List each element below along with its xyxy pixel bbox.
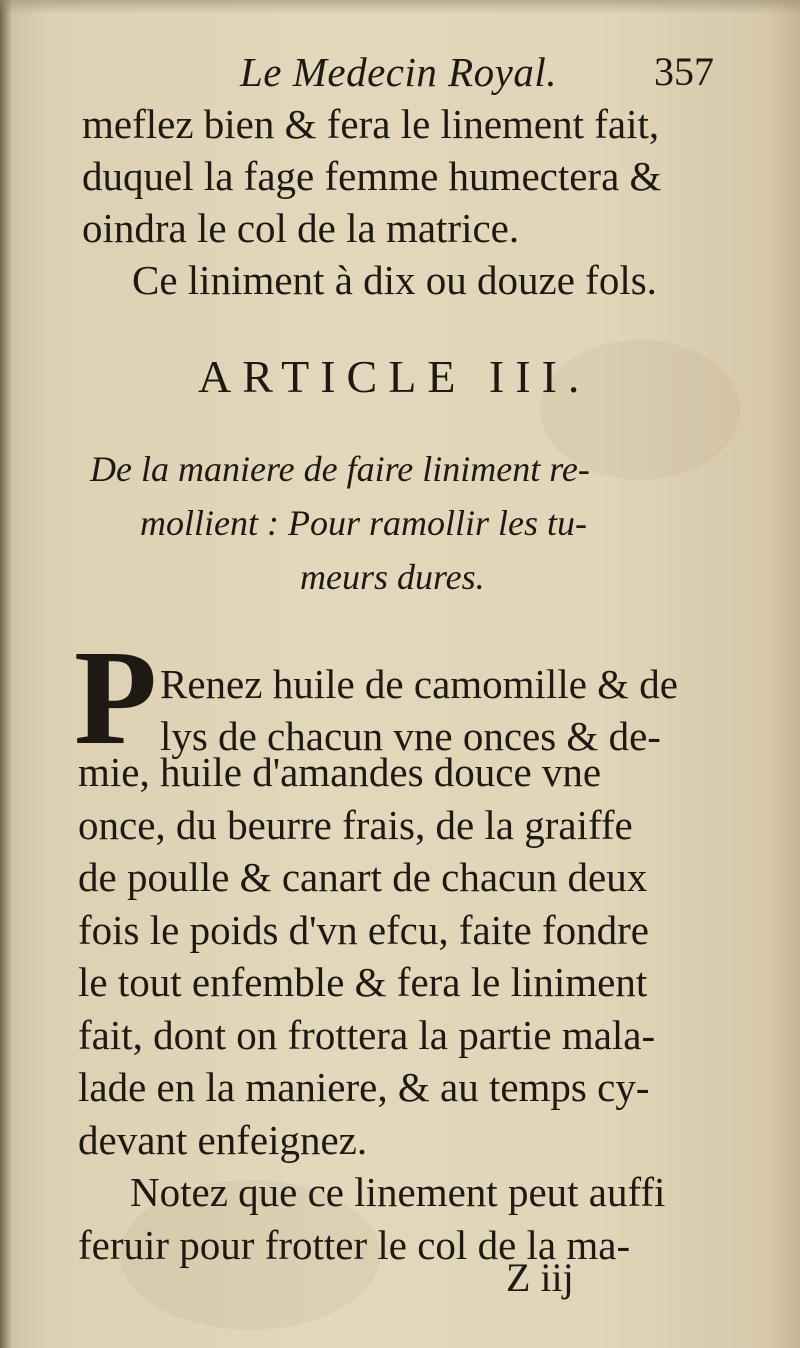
running-title: Le Medecin Royal. [240,49,558,95]
text-line: mie, huile d'amandes douce vne [78,749,602,795]
text-line: duquel la fage femme humectera & [82,153,662,199]
text-line: meflez bien & fera le linement fait, [82,101,660,147]
text-line: de poulle & canart de chacun deux [78,854,648,900]
text-line: Renez huile de camomille & de [160,661,679,707]
text-line: lys de chacun vne onces & de- [160,713,661,759]
article-heading: ARTICLE III. [198,351,591,402]
signature-mark: Z iij [506,1255,574,1300]
subtitle-line: De la maniere de faire liniment re- [90,449,590,489]
page-number: 357 [654,49,714,94]
text-line: le tout enfemble & fera le liniment [78,959,648,1005]
dosage-line: Ce liniment à dix ou douze fols. [132,257,657,303]
body-paragraph [78,746,665,1271]
drop-cap: P [74,623,158,773]
text-line: devant enfeignez. [78,1116,368,1163]
text-line: feruir pour frotter le col de la ma- [78,1221,631,1268]
subtitle-line: mollient : Pour ramollir les tu- [140,503,587,543]
text-line: Notez que ce linement peut auffi [130,1169,666,1215]
text-line: fait, dont on frottera la partie mala- [78,1011,656,1058]
subtitle-line: meurs dures. [300,557,485,597]
text-line: oindra le col de la matrice. [82,205,520,251]
text-line: lade en la maniere, & au temps cy- [78,1064,650,1110]
text-line: fois le poids d'vn efcu, faite fondre [78,906,649,953]
article-subtitle [90,442,720,604]
page-header [80,42,720,102]
text-line: once, du beurre frais, de la graiffe [78,801,633,848]
continued-paragraph [82,98,661,254]
